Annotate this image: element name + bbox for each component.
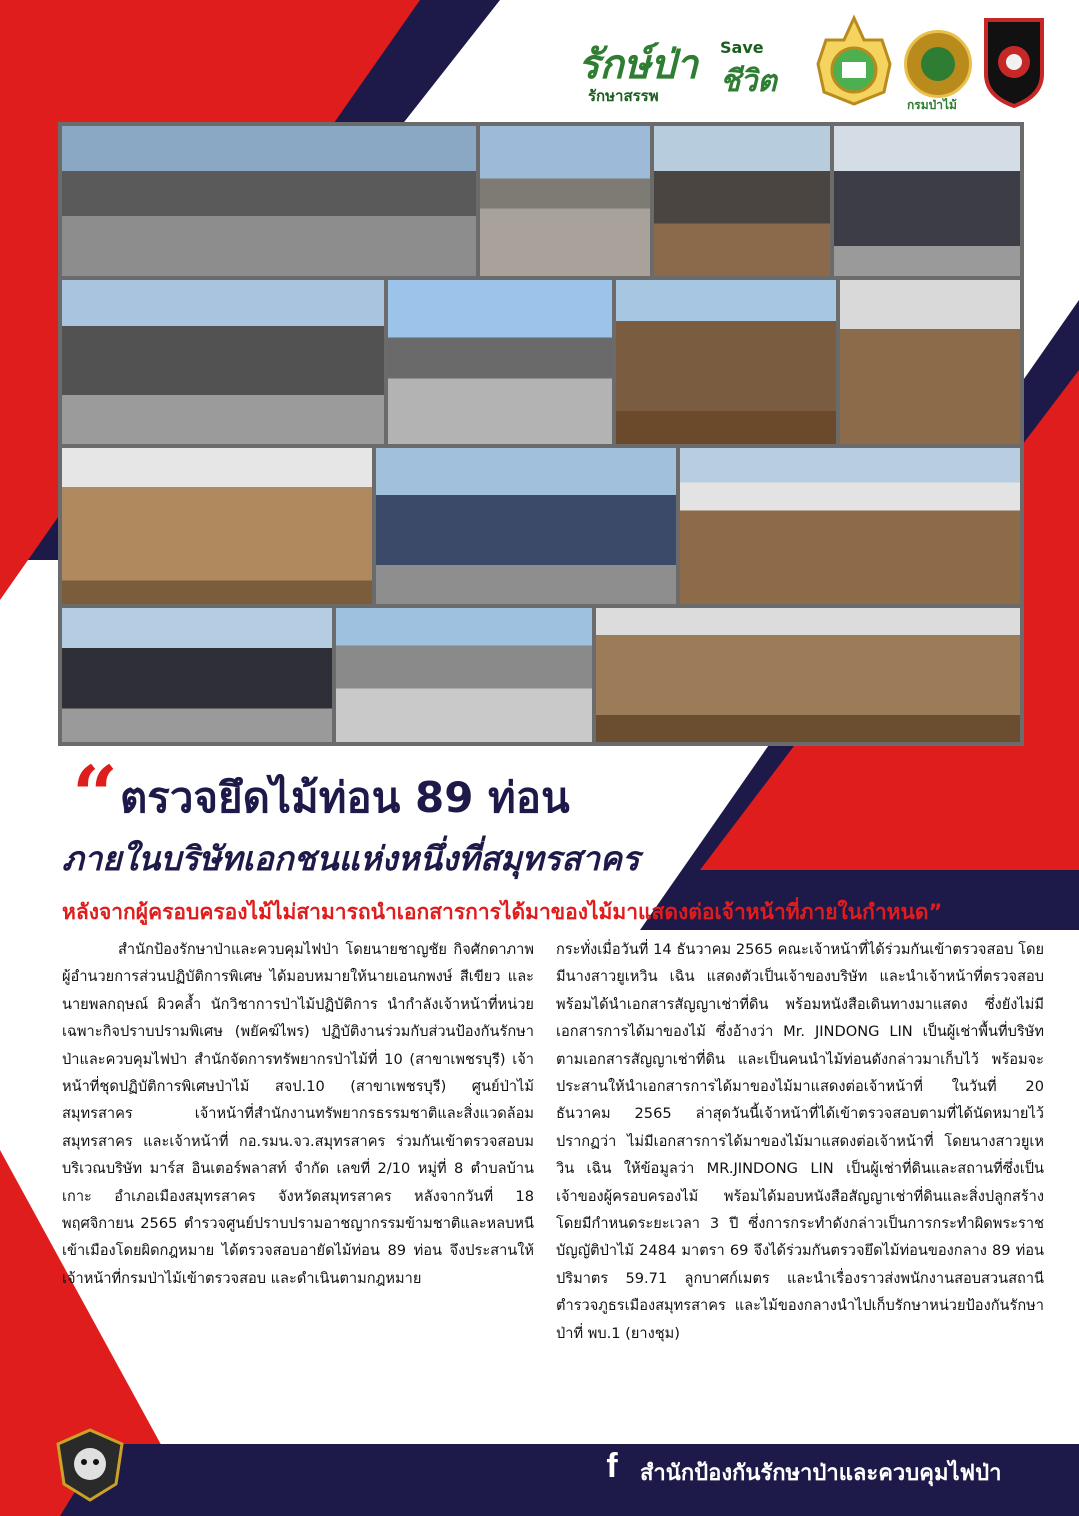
dept-emblem-caption: กรมป่าไม้ xyxy=(907,98,957,112)
photo-collage xyxy=(58,122,1024,746)
headline-subtitle: ภายในบริษัทเอกชนแห่งหนึ่งที่สมุทรสาคร xyxy=(62,839,640,878)
campaign-save-text: Save xyxy=(720,38,764,57)
body-paragraph-right: กระทั่งเมื่อวันที่ 14 ธันวาคม 2565 คณะเจ้าหน้าที่ได้ร่วมกันเข้าตรวจสอบ โดยมีนางสาวยูเหวิน เฉิน แสดงตัวเป็นเจ้าของบริษัท และนำเจ้าหน้าที่ตรวจสอบ พร้อมได้นำเอกสารสัญญาเช่าที่ดิน พร้อมหนังสือเดินทางมาแสดง ซึ่งยังไม่มีเอกสารการได้มาของไม้ ซึ่งอ้างว่า Mr. JINDONG LIN เป็นผู้เช่าพื้นที่บริษัท ตามเอกสารสัญญาเช่าที่ดิน และเป็นคนนำไม้ท่อนดังกล่าวมาเก็บไว้ พร้อมจะประสานให้นำเอกสารการได้มาของไม้มาแสดงต่อเจ้าหน้าที่ ในวันที่ 20 ธันวาคม 2565 ล่าสุดวันนี้เจ้าหน้าที่ได้เข้าตรวจสอบตามที่ได้นัดหมายไว้ปรากฏว่า ไม่มีเอกสารการได้มาของไม้มาแสดงต่อเจ้าหน้าที่ โดยนางสาวยูเหวิน เฉิน ให้ข้อมูลว่า MR.JINDONG LIN เป็นผู้เช่าที่ดินและสถานที่ซึ่งเป็นเจ้าของผู้ครอบครองไม้ พร้อมได้มอบหนังสือสัญญาเช่าที่ดินและสิ่งปลูกสร้าง โดยมีกำหนดระยะเวลา 3 ปี ซึ่งการกระทำดังกล่าวเป็นการกระทำผิดพระราชบัญญัติป่าไม้ 2484 มาตรา 69 จึงได้ร่วมกันตรวจยึดไม้ท่อนของกลาง 89 ท่อน ปริมาตร 59.71 ลูกบาศก์เมตร และนำเรื่องราวส่งพนักงานสอบสวนสถานีตำรวจภูธรเมืองสมุทรสาคร และไม้ของกลางนำไปเก็บรักษาหน่วยป้องกันรักษาป่าที่ พบ.1 (ยางชุม) xyxy=(556,941,1044,1342)
photo-warehouse-yard xyxy=(336,608,592,742)
photo-large-log-pile xyxy=(596,608,1020,742)
royal-forest-department-emblem-icon xyxy=(904,30,972,98)
photo-logs-closeup xyxy=(62,448,372,604)
campaign-logo xyxy=(578,30,788,110)
photo-inspection-logs xyxy=(654,126,830,276)
campaign-sub-text: รักษาสรรพ xyxy=(588,87,659,105)
photo-officers-meeting xyxy=(834,126,1020,276)
campaign-main-text: รักษ์ป่า xyxy=(578,42,698,88)
campaign-life-text: ชีวิต xyxy=(720,64,777,99)
footer-page-name: สำนักป้องกันรักษาป่าและควบคุมไฟป่า xyxy=(640,1461,1002,1486)
photo-yard-walk xyxy=(388,280,612,444)
photo-timber-stack xyxy=(680,448,1020,604)
headline-detail: หลังจากผู้ครอบครองไม้ไม่สามารถนำเอกสารการได้มาของไม้มาแสดงต่อเจ้าหน้าที่ภายในกำหนด” xyxy=(62,900,943,924)
headline-title: ตรวจยึดไม้ท่อน 89 ท่อน xyxy=(120,773,570,822)
photo-officers-briefing xyxy=(62,608,332,742)
photo-log-inspection xyxy=(616,280,836,444)
body-column-left xyxy=(62,936,534,1292)
photo-officers-group xyxy=(376,448,676,604)
facebook-icon: f xyxy=(606,1447,618,1485)
tiger-unit-shield-icon xyxy=(982,14,1046,108)
photo-team-walking xyxy=(62,280,384,444)
tiger-unit-logo-icon xyxy=(50,1424,130,1504)
photo-factory-entrance xyxy=(480,126,650,276)
body-column-right xyxy=(556,936,1044,1347)
photo-officers-at-scrap-yard xyxy=(62,126,476,276)
body-paragraph-left: สำนักป้องรักษาป่าและควบคุมไฟป่า โดยนายชาญชัย กิจศักดาภาพ ผู้อำนวยการส่วนปฏิบัติการพิเศษ ได้มอบหมายให้นายเอนกพงษ์ สีเขียว และนายพลกฤษณ์ ผิวคล้ำ นักวิชาการป่าไม้ปฏิบัติการ นำกำลังเจ้าหน้าที่หน่วยเฉพาะกิจปราบปรามพิเศษ (พยัคฆ์ไพร) ปฏิบัติงานร่วมกับส่วนป้องกันรักษาป่าและควบคุมไฟป่า สำนักจัดการทรัพยากรป่าไม้ที่ 10 (สาขาเพชรบุรี) เจ้าหน้าที่ชุดปฏิบัติการพิเศษป่าไม้ สจป.10 (สาขาเพชรบุรี) ศูนย์ป่าไม้สมุทรสาคร เจ้าหน้าที่สำนักงานทรัพยากรธรรมชาติและสิ่งแวดล้อมสมุทรสาคร และเจ้าหน้าที่ กอ.รมน.จว.สมุทรสาคร ร่วมกันเข้าตรวจสอบมบริเวณบริษัท มาร์ส อินเตอร์พลาสท์ จำกัด เลขที่ 2/10 หมู่ที่ 8 ตำบลบ้านเกาะ อำเภอเมืองสมุทรสาคร จังหวัดสมุทรสาคร หลังจากวันที่ 18 พฤศจิกายน 2565 ตำรวจศูนย์ปราบปรามอาชญากรรมข้ามชาติและหลบหนีเข้าเมืองโดยผิดกฎหมาย ได้ตรวจสอบอายัดไม้ท่อน 89 ท่อน จึงประสานให้เจ้าหน้าที่กรมป่าไม้เข้าตรวจสอบ และดำเนินตามกฎหมาย xyxy=(62,941,534,1287)
quote-mark: “ xyxy=(72,748,119,842)
photo-log-pile xyxy=(840,280,1020,444)
ministry-emblem-icon xyxy=(812,14,896,106)
